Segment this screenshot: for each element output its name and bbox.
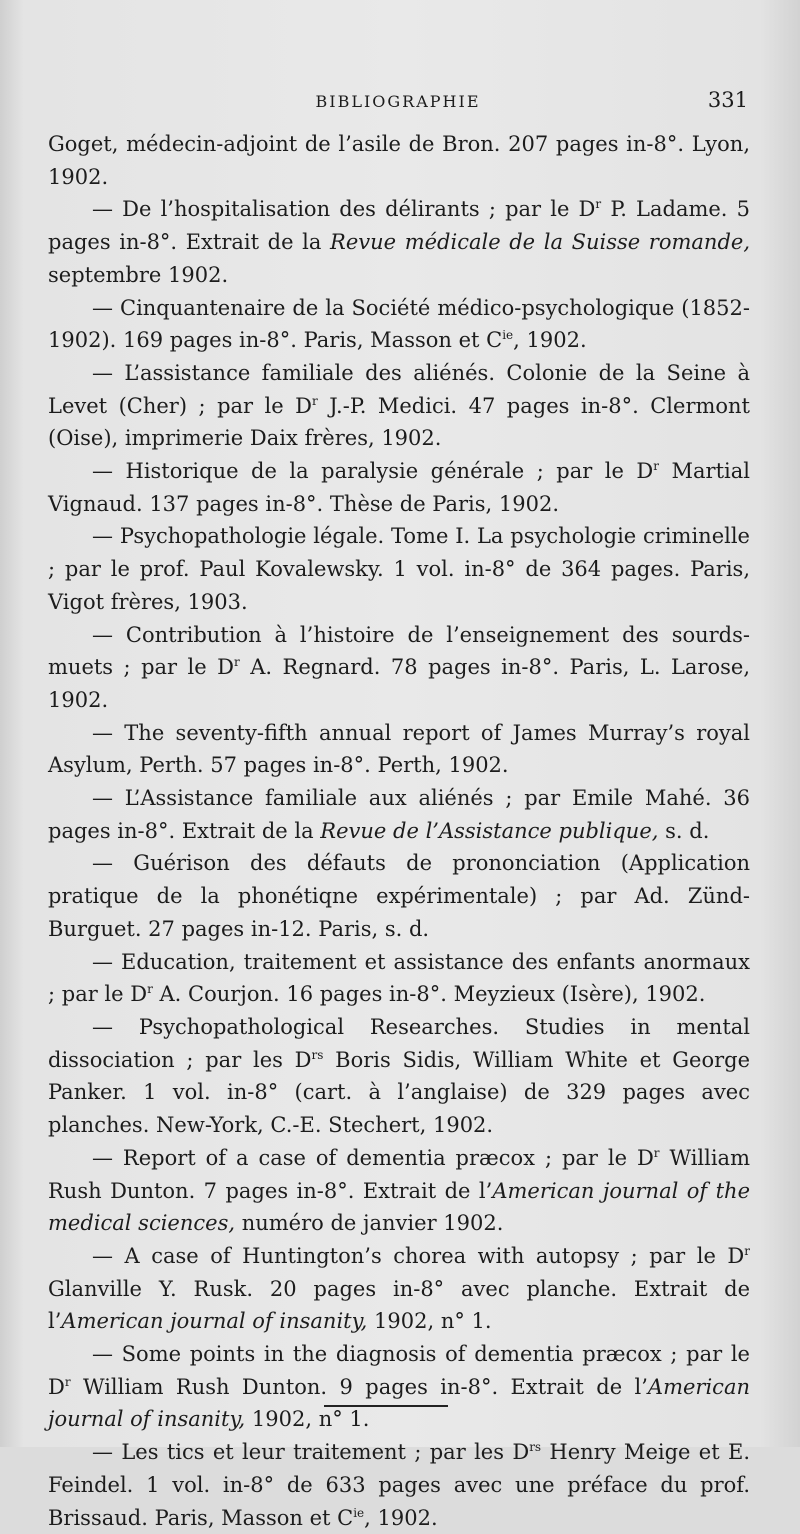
superscript: rs — [311, 1047, 324, 1062]
italic-title: Revue de l’Assistance publique, — [320, 818, 659, 843]
running-title: BIBLIOGRAPHIE — [315, 92, 481, 111]
entry-text: — Some points in the diagnosis of dementia præcox ; par le D — [48, 1342, 750, 1399]
superscript: r — [653, 459, 660, 474]
bibliography-entry — [48, 128, 750, 193]
entry-text: — De l’hospitalisation des délirants ; par le D — [92, 197, 596, 222]
bibliography-entry — [48, 946, 750, 1011]
entry-text: Goget, médecin-adjoint de l’asile de Bron. 207 pages in-8°. Lyon, 1902. — [48, 132, 750, 189]
bibliography-entry — [48, 1142, 750, 1240]
page-number: 331 — [707, 88, 748, 112]
superscript: r — [234, 655, 240, 670]
bibliography-entry — [48, 1436, 750, 1534]
entry-text: J.-P. Medici. 47 pages in-8°. Clermont (Oise), imprimerie Daix frères, 1902. — [48, 393, 751, 451]
entry-text: 1902, n° 1. — [367, 1309, 492, 1334]
entry-text: Martial Vignaud. 137 pages in-8°. Thèse de Paris, 1902. — [48, 459, 750, 516]
entry-text: William Rush Dunton. 7 pages in-8°. Extrait de l’ — [48, 1145, 750, 1203]
superscript: r — [147, 982, 153, 997]
superscript: r — [64, 1374, 71, 1389]
bibliography-entry — [48, 520, 750, 618]
entry-text: A. Courjon. 16 pages in-8°. Meyzieux (Isère), 1902. — [152, 982, 706, 1007]
superscript: r — [595, 197, 602, 212]
entry-text: — Historique de la paralysie générale ; par le D — [92, 459, 654, 484]
entry-text: — L’assistance familiale des aliénés. Colonie de la Seine à Levet (Cher) ; par le D — [48, 360, 750, 418]
superscript: r — [312, 393, 318, 408]
entry-text: Glanville Y. Rusk. 20 pages in-8° avec planche. Extrait de l’ — [48, 1276, 750, 1334]
italic-title: American journal of insanity, — [48, 1374, 750, 1432]
superscript: ie — [353, 1505, 365, 1520]
entry-text: s. d. — [658, 818, 710, 843]
entry-text: 1902, n° 1. — [245, 1407, 370, 1432]
page-header — [48, 88, 748, 114]
entry-text: — Contribution à l’histoire de l’enseignement des sourds-muets ; par le D — [48, 622, 750, 680]
entry-text: — Psychopathological Researches. Studies in mental dissociation ; par les D — [48, 1014, 750, 1072]
bibliography-entry — [48, 193, 750, 291]
entry-text: William Rush Dunton. 9 pages in-8°. Extrait de l’ — [70, 1374, 648, 1399]
entry-text: — Report of a case of dementia præcox ; par le D — [92, 1145, 654, 1170]
entry-text: , 1902. — [364, 1505, 438, 1530]
superscript: r — [744, 1243, 750, 1258]
entry-text: Henry Meige et E. Feindel. 1 vol. in-8° de 633 pages avec une préface du prof. Brissaud. Paris, Masson et C — [48, 1440, 751, 1530]
superscript: ie — [502, 328, 514, 343]
bibliography-entry — [48, 292, 750, 357]
bibliography-entry — [48, 357, 750, 455]
entry-text: — Psychopathologie légale. Tome I. La psychologie criminelle ; par le prof. Paul Kovalewsky. 1 vol. in-8° de 364 pages. Paris, Vigot frères, 1903. — [48, 524, 750, 614]
bibliography-entry — [48, 782, 750, 847]
bibliography-entry — [48, 1011, 750, 1142]
entry-text: Boris Sidis, William White et George Panker. 1 vol. in-8° (cart. à l’anglaise) de 329 pages avec planches. New-York, C.-E. Stechert, 1902. — [48, 1047, 750, 1138]
bibliography-entry — [48, 455, 750, 520]
bibliography-entry — [48, 619, 750, 717]
entry-text: septembre 1902. — [48, 262, 229, 287]
section-rule — [324, 1405, 448, 1407]
bibliography-list — [48, 128, 750, 1534]
superscript: r — [653, 1145, 660, 1160]
superscript: rs — [529, 1440, 542, 1455]
entry-text: — Les tics et leur traitement ; par les D — [92, 1440, 530, 1465]
entry-text: — The seventy-fifth annual report of James Murray’s royal Asylum, Perth. 57 pages in-8°. Perth, 1902. — [48, 720, 750, 778]
entry-text: — L’Assistance familiale aux aliénés ; par Emile Mahé. 36 pages in-8°. Extrait de la — [48, 786, 750, 843]
entry-text: — Education, traitement et assistance des enfants anormaux ; par le D — [48, 949, 750, 1007]
entry-text: A. Regnard. 78 pages in-8°. Paris, L. Larose, 1902. — [48, 655, 750, 712]
entry-text: , 1902. — [513, 328, 587, 353]
entry-text: numéro de janvier 1902. — [235, 1211, 504, 1236]
entry-text: — Cinquantenaire de la Société médico-psychologique (1852-1902). 169 pages in-8°. Paris, Masson et C — [48, 295, 750, 353]
italic-title: American journal of the medical sciences, — [48, 1178, 750, 1236]
entry-text: — Guérison des défauts de prononciation (Application pratique de la phonétiqne expérimentale) ; par Ad. Zünd-Burguet. 27 pages in-12. Paris, s. d. — [48, 851, 750, 941]
bibliography-entry — [48, 847, 750, 945]
entry-text: P. Ladame. 5 pages in-8°. Extrait de la — [48, 197, 751, 255]
bibliography-entry — [48, 1240, 750, 1338]
italic-title: American journal of insanity, — [61, 1309, 368, 1334]
bibliography-entry — [48, 1338, 750, 1436]
italic-title: Revue médicale de la Suisse romande, — [330, 230, 750, 255]
bibliography-entry — [48, 717, 750, 782]
entry-text: — A case of Huntington’s chorea with autopsy ; par le D — [92, 1243, 745, 1268]
